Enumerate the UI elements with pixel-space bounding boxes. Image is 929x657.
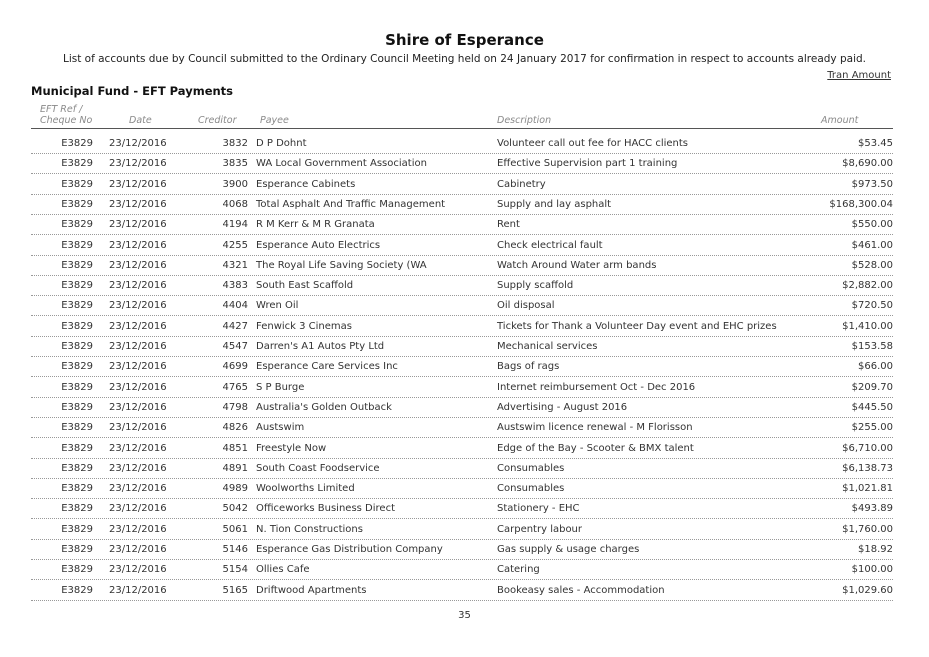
- eft-ref-cell: E3829: [61, 544, 93, 555]
- payee-cell: Freestyle Now: [256, 442, 327, 454]
- eft-ref-cell: E3829: [61, 198, 93, 210]
- payee-cell: The Royal Life Saving Society (WA: [256, 259, 427, 271]
- tran-amount-link[interactable]: Tran Amount: [827, 70, 891, 81]
- amount-cell: $445.50: [851, 401, 893, 413]
- date-cell: 23/12/2016: [109, 259, 167, 271]
- amount-cell: $550.00: [851, 219, 893, 231]
- amount-cell: $6,138.73: [842, 462, 893, 474]
- eft-ref-cell: E3829: [61, 442, 93, 454]
- amount-cell: $493.89: [851, 503, 893, 515]
- amount-cell: $100.00: [851, 564, 893, 576]
- payee-cell: South Coast Foodservice: [256, 462, 380, 474]
- eft-ref-cell: E3829: [61, 239, 93, 251]
- eft-ref-cell: E3829: [61, 259, 93, 271]
- table-row: [31, 438, 893, 459]
- payee-cell: Driftwood Apartments: [256, 584, 367, 596]
- eft-ref-cell: E3829: [61, 422, 93, 434]
- amount-cell: $973.50: [851, 178, 893, 190]
- creditor-cell: 3835: [222, 158, 248, 170]
- table-row: [31, 458, 893, 479]
- table-row: [31, 275, 893, 296]
- eft-ref-cell: E3829: [61, 178, 93, 190]
- table-row: [31, 214, 893, 235]
- creditor-cell: 4826: [222, 422, 248, 434]
- description-cell: Internet reimbursement Oct - Dec 2016: [497, 381, 696, 393]
- eft-ref-cell: E3829: [61, 584, 93, 596]
- eft-ref-cell: E3829: [61, 361, 93, 373]
- creditor-cell: 5154: [222, 564, 248, 576]
- payee-cell: D P Dohnt: [256, 138, 307, 149]
- payee-cell: Total Asphalt And Traffic Management: [256, 198, 446, 210]
- section-title: Municipal Fund - EFT Payments: [31, 84, 234, 98]
- date-cell: 23/12/2016: [109, 462, 167, 474]
- page-number: 35: [458, 610, 471, 621]
- description-cell: Catering: [497, 564, 540, 576]
- payee-cell: S P Burge: [256, 381, 305, 393]
- payee-cell: WA Local Government Association: [256, 158, 427, 170]
- table-row: [31, 580, 893, 601]
- column-header-ref: [40, 104, 92, 126]
- amount-cell: $1,410.00: [842, 320, 893, 332]
- table-row: [31, 194, 893, 215]
- description-cell: Supply scaffold: [497, 280, 574, 292]
- amount-cell: $720.50: [851, 300, 893, 312]
- date-cell: 23/12/2016: [109, 523, 167, 535]
- creditor-cell: 4194: [222, 219, 248, 231]
- date-cell: 23/12/2016: [109, 544, 167, 555]
- amount-cell: $2,882.00: [842, 280, 893, 292]
- date-cell: 23/12/2016: [109, 158, 167, 170]
- description-cell: Carpentry labour: [497, 523, 583, 535]
- date-cell: 23/12/2016: [109, 381, 167, 393]
- eft-ref-cell: E3829: [61, 503, 93, 515]
- eft-ref-cell: E3829: [61, 564, 93, 576]
- description-cell: Bookeasy sales - Accommodation: [497, 584, 665, 596]
- description-cell: Gas supply & usage charges: [497, 544, 640, 555]
- creditor-cell: 4404: [222, 300, 248, 312]
- payee-cell: Woolworths Limited: [256, 483, 355, 495]
- creditor-cell: 4427: [222, 320, 248, 332]
- payee-cell: Esperance Gas Distribution Company: [256, 544, 443, 555]
- date-cell: 23/12/2016: [109, 280, 167, 292]
- amount-cell: $66.00: [858, 361, 893, 373]
- table-row: [31, 356, 893, 377]
- amount-cell: $18.92: [858, 544, 893, 555]
- description-cell: Mechanical services: [497, 341, 598, 352]
- eft-ref-cell: E3829: [61, 320, 93, 332]
- table-row: [31, 295, 893, 316]
- date-cell: 23/12/2016: [109, 422, 167, 434]
- column-header-payee: Payee: [260, 115, 289, 126]
- amount-cell: $209.70: [851, 381, 893, 393]
- page-title: Shire of Esperance: [385, 31, 544, 49]
- description-cell: Check electrical fault: [497, 239, 603, 251]
- payee-cell: N. Tion Constructions: [256, 523, 363, 535]
- amount-cell: $1,029.60: [842, 584, 893, 596]
- date-cell: 23/12/2016: [109, 320, 167, 332]
- payee-cell: Officeworks Business Direct: [256, 503, 395, 515]
- description-cell: Oil disposal: [497, 300, 555, 312]
- eft-ref-cell: E3829: [61, 300, 93, 312]
- table-row: [31, 377, 893, 398]
- creditor-cell: 4383: [222, 280, 248, 292]
- creditor-cell: 3900: [222, 178, 248, 190]
- date-cell: 23/12/2016: [109, 341, 167, 352]
- payee-cell: R M Kerr & M R Granata: [256, 219, 375, 231]
- date-cell: 23/12/2016: [109, 239, 167, 251]
- creditor-cell: 5042: [222, 503, 248, 515]
- description-cell: Austswim licence renewal - M Florisson: [497, 422, 693, 434]
- creditor-cell: 5061: [222, 523, 248, 535]
- amount-cell: $528.00: [851, 259, 893, 271]
- amount-cell: $1,021.81: [842, 483, 893, 495]
- column-header-ref-line2: Cheque No: [40, 115, 93, 126]
- creditor-cell: 4699: [222, 361, 248, 373]
- table-row: [31, 539, 893, 560]
- date-cell: 23/12/2016: [109, 442, 167, 454]
- creditor-cell: 4068: [222, 198, 248, 210]
- column-header-description: Description: [497, 115, 552, 126]
- date-cell: 23/12/2016: [109, 300, 167, 312]
- column-header-creditor: Creditor: [198, 115, 237, 126]
- description-cell: Cabinetry: [497, 178, 546, 190]
- description-cell: Advertising - August 2016: [497, 401, 628, 413]
- creditor-cell: 4851: [222, 442, 248, 454]
- amount-cell: $255.00: [851, 422, 893, 434]
- table-row: [31, 397, 893, 418]
- table-row: [31, 498, 893, 519]
- amount-cell: $6,710.00: [842, 442, 893, 454]
- payee-cell: Austswim: [256, 422, 305, 434]
- table-row: [31, 478, 893, 499]
- description-cell: Consumables: [497, 462, 565, 474]
- amount-cell: $168,300.04: [829, 198, 893, 210]
- column-header-amount: Amount: [821, 115, 859, 126]
- table-row: [31, 174, 893, 195]
- creditor-cell: 4891: [222, 462, 248, 474]
- eft-ref-cell: E3829: [61, 483, 93, 495]
- eft-ref-cell: E3829: [61, 138, 93, 149]
- eft-ref-cell: E3829: [61, 401, 93, 413]
- amount-cell: $461.00: [851, 239, 893, 251]
- date-cell: 23/12/2016: [109, 178, 167, 190]
- payee-cell: Esperance Auto Electrics: [256, 239, 381, 251]
- creditor-cell: 5146: [222, 544, 248, 555]
- payee-cell: South East Scaffold: [256, 280, 354, 292]
- eft-ref-cell: E3829: [61, 280, 93, 292]
- payee-cell: Fenwick 3 Cinemas: [256, 320, 352, 332]
- description-cell: Watch Around Water arm bands: [497, 259, 657, 271]
- description-cell: Consumables: [497, 483, 565, 495]
- payee-cell: Darren's A1 Autos Pty Ltd: [256, 341, 385, 352]
- date-cell: 23/12/2016: [109, 401, 167, 413]
- creditor-cell: 5165: [222, 584, 248, 596]
- description-cell: Bags of rags: [497, 361, 560, 373]
- description-cell: Volunteer call out fee for HACC clients: [497, 138, 689, 149]
- amount-cell: $53.45: [858, 138, 893, 149]
- payee-cell: Esperance Cabinets: [256, 178, 356, 190]
- date-cell: 23/12/2016: [109, 483, 167, 495]
- description-cell: Supply and lay asphalt: [497, 198, 612, 210]
- table-row: [31, 133, 893, 154]
- date-cell: 23/12/2016: [109, 198, 167, 210]
- eft-ref-cell: E3829: [61, 219, 93, 231]
- eft-ref-cell: E3829: [61, 523, 93, 535]
- payee-cell: Wren Oil: [256, 300, 299, 312]
- column-header-date: Date: [129, 115, 152, 126]
- column-header-ref-line1: EFT Ref /: [40, 104, 83, 115]
- creditor-cell: 4255: [222, 239, 248, 251]
- date-cell: 23/12/2016: [109, 219, 167, 231]
- table-row: [31, 255, 893, 276]
- table-row: [31, 153, 893, 174]
- date-cell: 23/12/2016: [109, 564, 167, 576]
- eft-ref-cell: E3829: [61, 158, 93, 170]
- header-divider: [31, 128, 893, 129]
- table-row: [31, 336, 893, 357]
- table-row: [31, 235, 893, 256]
- page-subtitle: List of accounts due by Council submitted to the Ordinary Council Meeting held on 24 January 2017 for confirmation in respect to accounts already paid.: [62, 53, 867, 65]
- creditor-cell: 4547: [222, 341, 248, 352]
- description-cell: Tickets for Thank a Volunteer Day event and EHC prizes: [497, 320, 777, 332]
- creditor-cell: 4765: [222, 381, 248, 393]
- payee-cell: Australia's Golden Outback: [256, 401, 392, 413]
- date-cell: 23/12/2016: [109, 584, 167, 596]
- date-cell: 23/12/2016: [109, 503, 167, 515]
- description-cell: Stationery - EHC: [497, 503, 580, 515]
- description-cell: Rent: [497, 219, 520, 231]
- table-row: [31, 559, 893, 580]
- eft-ref-cell: E3829: [61, 462, 93, 474]
- description-cell: Effective Supervision part 1 training: [497, 158, 678, 170]
- amount-cell: $153.58: [851, 341, 893, 352]
- amount-cell: $1,760.00: [842, 523, 893, 535]
- payee-cell: Ollies Cafe: [256, 564, 310, 576]
- payee-cell: Esperance Care Services Inc: [256, 361, 398, 373]
- creditor-cell: 4989: [222, 483, 248, 495]
- date-cell: 23/12/2016: [109, 138, 167, 149]
- table-row: [31, 519, 893, 540]
- table-row: [31, 316, 893, 337]
- creditor-cell: 4321: [222, 259, 248, 271]
- amount-cell: $8,690.00: [842, 158, 893, 170]
- eft-ref-cell: E3829: [61, 381, 93, 393]
- creditor-cell: 4798: [222, 401, 248, 413]
- creditor-cell: 3832: [222, 138, 248, 149]
- eft-ref-cell: E3829: [61, 341, 93, 352]
- description-cell: Edge of the Bay - Scooter & BMX talent: [497, 442, 694, 454]
- date-cell: 23/12/2016: [109, 361, 167, 373]
- table-row: [31, 417, 893, 438]
